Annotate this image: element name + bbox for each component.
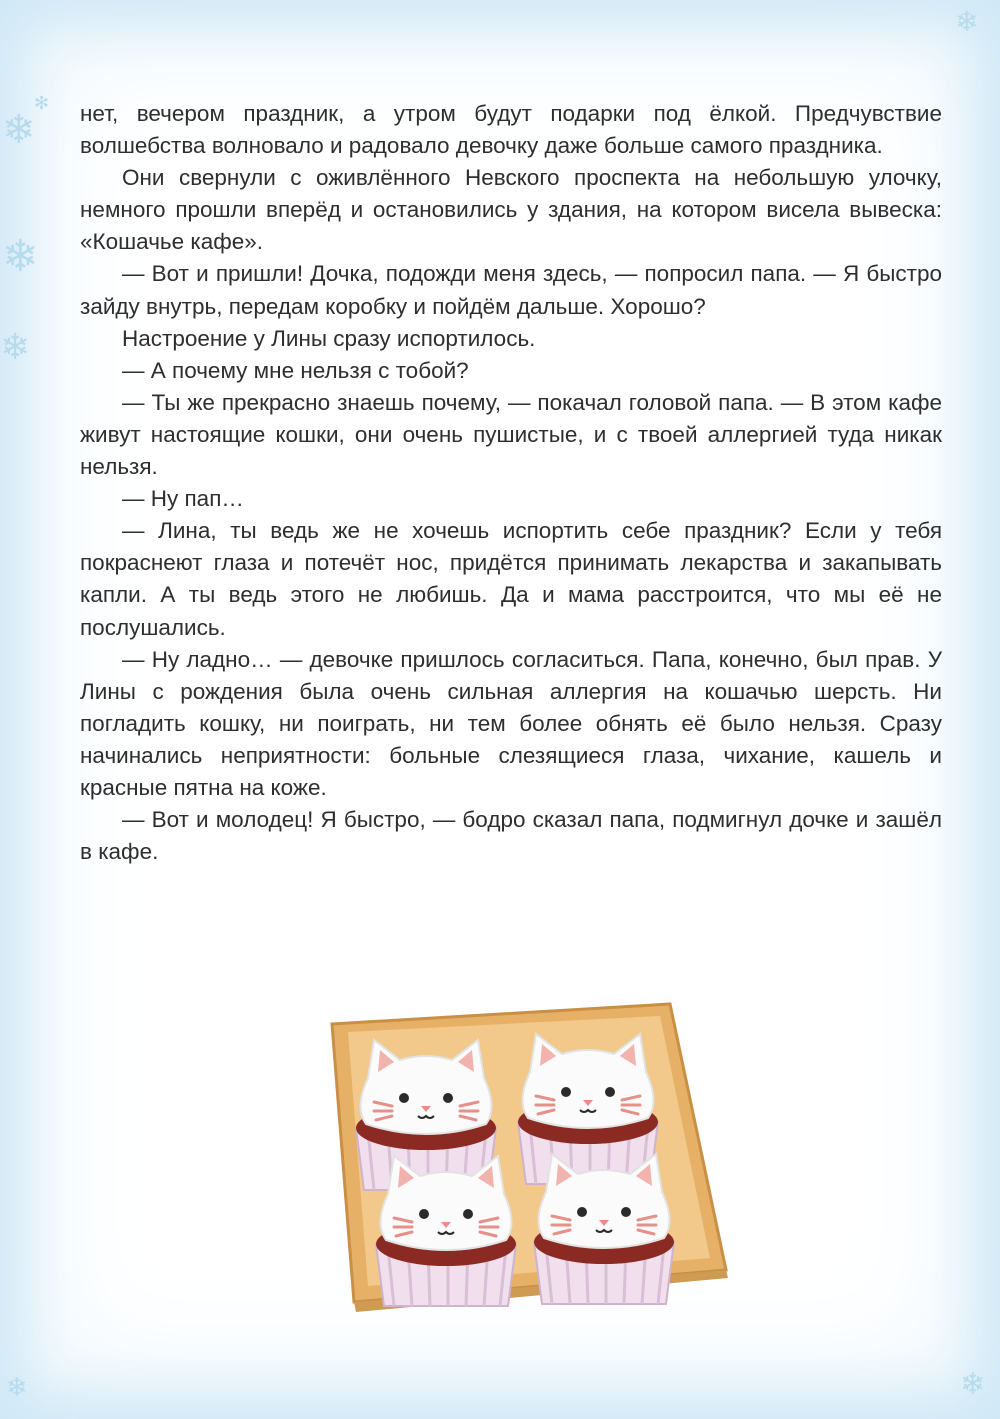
snowflake-icon: ✻	[34, 93, 50, 114]
snowflake-icon: ❄	[2, 231, 39, 282]
cat-cupcakes-box-illustration	[318, 996, 738, 1314]
snowflake-icon: ❄	[0, 327, 31, 368]
paragraph: — Вот и пришли! Дочка, подожди меня здесь, — попросил папа. — Я быстро зайду внутрь, передам коробку и пойдём дальше. Хорошо?	[80, 261, 942, 319]
snowflake-icon: ❄	[2, 107, 36, 153]
story-text	[80, 98, 942, 868]
snowflake-icon: ❄	[955, 5, 979, 38]
snowflake-icon: ❄	[960, 1367, 986, 1402]
paragraph: Настроение у Лины сразу испортилось.	[122, 325, 536, 351]
paragraph: — Ну пап…	[122, 486, 244, 512]
paragraph: Они свернули с оживлённого Невского проспекта на небольшую улочку, немного прошли вперёд и остановились у здания, на котором висела вывеска: «Кошачье кафе».	[80, 165, 942, 255]
paragraph: — Вот и молодец! Я быстро, — бодро сказал папа, подмигнул дочке и зашёл в кафе.	[80, 807, 942, 865]
snowflake-icon: ❄	[6, 1373, 28, 1403]
paragraph: — Ты же прекрасно знаешь почему, — покачал головой папа. — В этом кафе живут настоящие кошки, они очень пушистые, и с твоей аллергией туда никак нельзя.	[80, 389, 942, 480]
paragraph: — Ну ладно… — девочке пришлось согласиться. Папа, конечно, был прав. У Лины с рождения была очень сильная аллергия на кошачью шерсть. Ни погладить кошку, ни поиграть, ни тем более обнять её было нельзя. Сразу начинались неприятности: больные слезящиеся глаза, чихание, кашель и красные пятна на коже.	[80, 646, 942, 800]
paragraph: — А почему мне нельзя с тобой?	[122, 357, 469, 383]
paragraph: нет, вечером праздник, а утром будут подарки под ёлкой. Предчувствие волшебства волновало и радовало девочку даже больше самого праздника.	[80, 101, 942, 159]
paragraph: — Лина, ты ведь же не хочешь испортить себе праздник? Если у тебя покраснеют глаза и потечёт нос, придётся принимать лекарства и закапывать капли. А ты ведь этого не любишь. Да и мама расстроится, что мы её не послушались.	[80, 518, 942, 640]
